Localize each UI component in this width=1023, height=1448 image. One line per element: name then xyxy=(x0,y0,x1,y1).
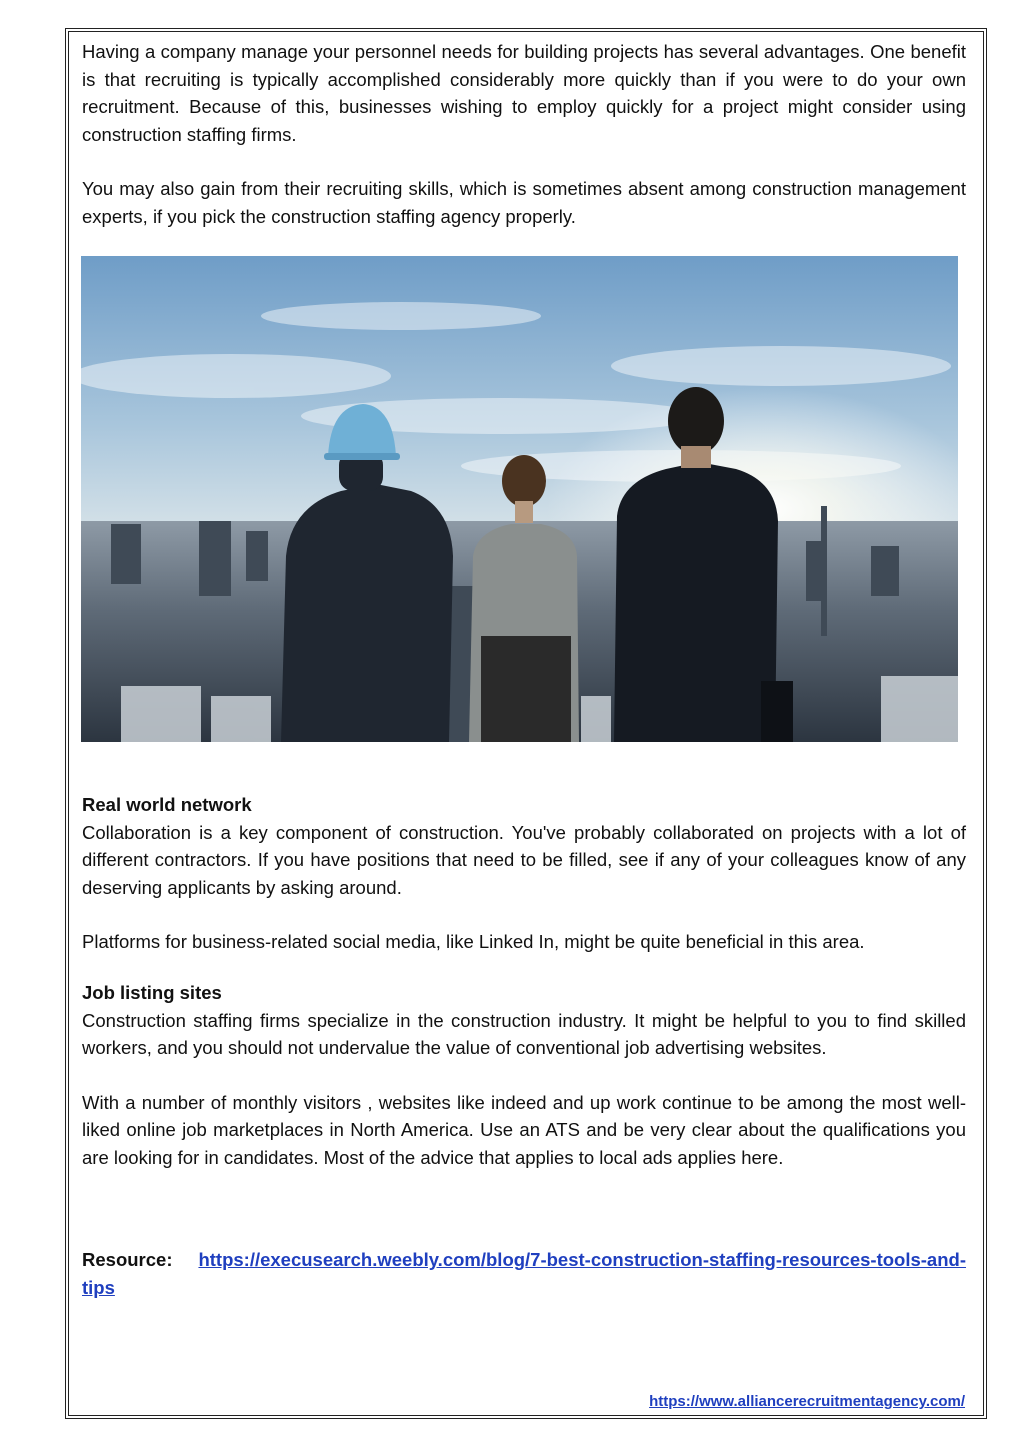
section-paragraph: With a number of monthly visitors , websites like indeed and up work continue to be among the most well-liked online job marketplaces in North America. Use an ATS and be very clear about the qualifications you are looking for in candidates. Most of the advice that applies to local ads applies here. xyxy=(82,1091,966,1168)
resource-line xyxy=(82,1246,966,1301)
section-heading: Job listing sites xyxy=(82,982,222,1003)
intro-paragraph-1: Having a company manage your personnel needs for building projects has several advantages. One benefit is that recruiting is typically accomplished considerably more quickly than if you were to do your own recruitment. Because of this, businesses wishing to employ quickly for a project might consider using construction staffing firms. xyxy=(82,41,966,145)
real-world-network-section xyxy=(82,791,966,956)
resource-link[interactable]: https://execusearch.weebly.com/blog/7-best-construction-staffing-resources-tools-and-tips xyxy=(82,1249,966,1298)
section-paragraph: Collaboration is a key component of construction. You've probably collaborated on projects with a lot of different contractors. If you have positions that need to be filled, see if any of your colleagues know of any deserving applicants by asking around. xyxy=(82,821,966,898)
intro-section xyxy=(82,38,966,230)
section-heading: Real world network xyxy=(82,794,252,815)
section-paragraph: Platforms for business-related social media, like Linked In, might be quite beneficial in this area. xyxy=(82,931,865,952)
footer-website-link[interactable]: https://www.alliancerecruitmentagency.com/ xyxy=(649,1393,965,1410)
resource-label: Resource: xyxy=(82,1249,173,1270)
job-listing-sites-section xyxy=(82,979,966,1171)
section-paragraph: Construction staffing firms specialize in the construction industry. It might be helpful to you to find skilled workers, and you should not undervalue the value of conventional job advertising websites. xyxy=(82,1009,966,1058)
intro-paragraph-2: You may also gain from their recruiting skills, which is sometimes absent among construction management experts, if you pick the construction staffing agency properly. xyxy=(82,178,966,227)
city-skyline-photo xyxy=(81,256,958,742)
